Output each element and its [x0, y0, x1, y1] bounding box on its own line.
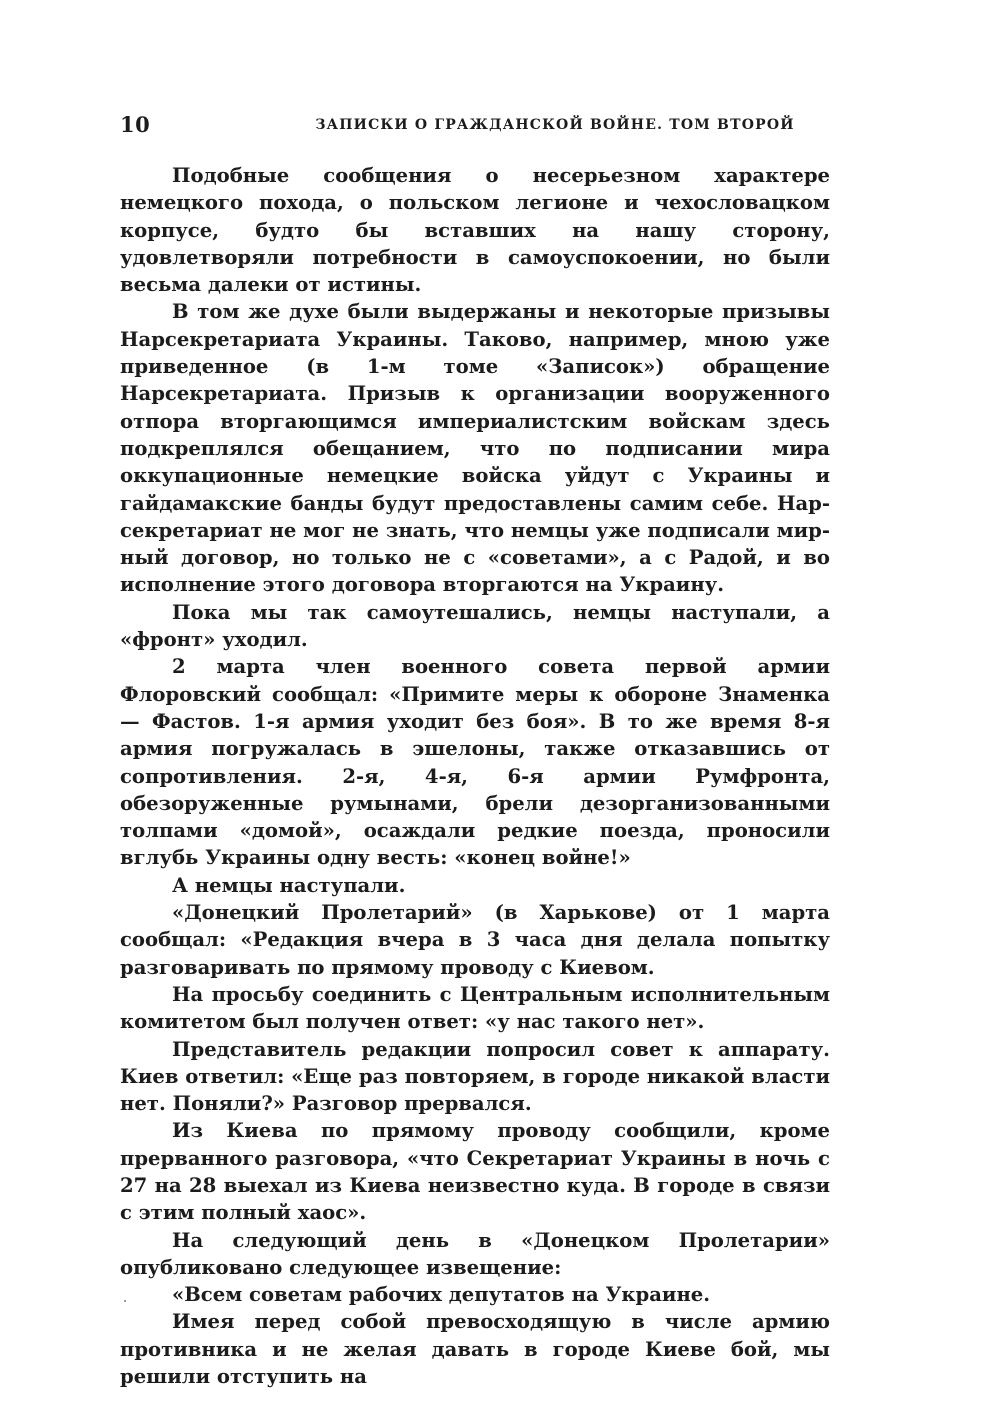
paragraph: «Всем советам рабочих депутатов на Украине.	[172, 1283, 711, 1307]
paragraph: Подобные сообщения о несерьезном характере немецкого похода, о польском легионе и чехословацком корпусе, будто бы вставших на нашу сторону, удовлетворяли потребности в самоуспокоении, но были весьма далеки от истины.	[120, 164, 830, 297]
paragraph: Из Киева по прямому проводу сообщили, кроме прерванного разговора, «что Секретариат Украины в ночь с 27 на 28 выехал из Киева неизвестно куда. В городе в связи с этим полный хаос».	[120, 1119, 830, 1225]
paragraph: В том же духе были выдержаны и некоторые призывы Нарсекретариата Украины. Таково, например, мною уже приведенное (в 1-м томе «Записок») обращение Нарсекретариата. Призыв к организации вооруженного отпора вторгающимся империалистским войскам здесь подкреплялся обещанием, что по подписании мира оккупационные немецкие войска уйдут с Украины и гайдамакские банды будут предоставлены самим себе. Нарсекретариат не мог не знать, что немцы уже подписали мирный договор, но только не с «советами», а с Радой, и во исполнение этого договора вторгаются на Украину.	[120, 300, 830, 597]
paragraph: «Донецкий Пролетарий» (в Харькове) от 1 марта сообщал: «Редакция вчера в 3 часа дня делала попытку разговаривать по прямому проводу с Киевом.	[120, 901, 830, 979]
paragraph: На просьбу соединить с Центральным исполнительным комитетом был получен ответ: «у нас такого нет».	[120, 982, 830, 1034]
paragraph: Имея перед собой превосходящую в числе армию противника и не желая давать в городе Киеве бой, мы решили отступить на	[120, 1310, 830, 1389]
page-header	[120, 112, 830, 142]
running-title: ЗАПИСКИ О ГРАЖДАНСКОЙ ВОЙНЕ. ТОМ ВТОРОЙ	[315, 117, 795, 133]
paragraph: На следующий день в «Донецком Пролетарии» опубликовано следующее извещение:	[120, 1228, 830, 1279]
paragraph: Пока мы так самоутешались, немцы наступали, а «фронт» уходил.	[120, 600, 830, 652]
paragraph: А немцы наступали.	[172, 873, 406, 897]
paragraph: 2 марта член военного совета первой армии Флоровский сообщал: «Примите меры к обороне Знаменка — Фастов. 1-я армия уходит без боя». В то же время 8-я армия погружалась в эшелоны, также отказавшись от сопротивления. 2-я, 4-я, 6-я армии Румфронта, обезоруженные румынами, брели дезорганизованными толпами «домой», осаждали редкие поезда, проносили вглубь Украины одну весть: «конец войне!»	[120, 655, 830, 870]
paragraph: Представитель редакции попросил совет к аппарату. Киев ответил: «Еще раз повторяем, в городе никакой власти нет. Поняли?» Разговор прервался.	[120, 1037, 830, 1116]
body-text	[120, 162, 830, 1390]
scan-speck	[124, 1300, 126, 1302]
page-number: 10	[120, 112, 151, 137]
